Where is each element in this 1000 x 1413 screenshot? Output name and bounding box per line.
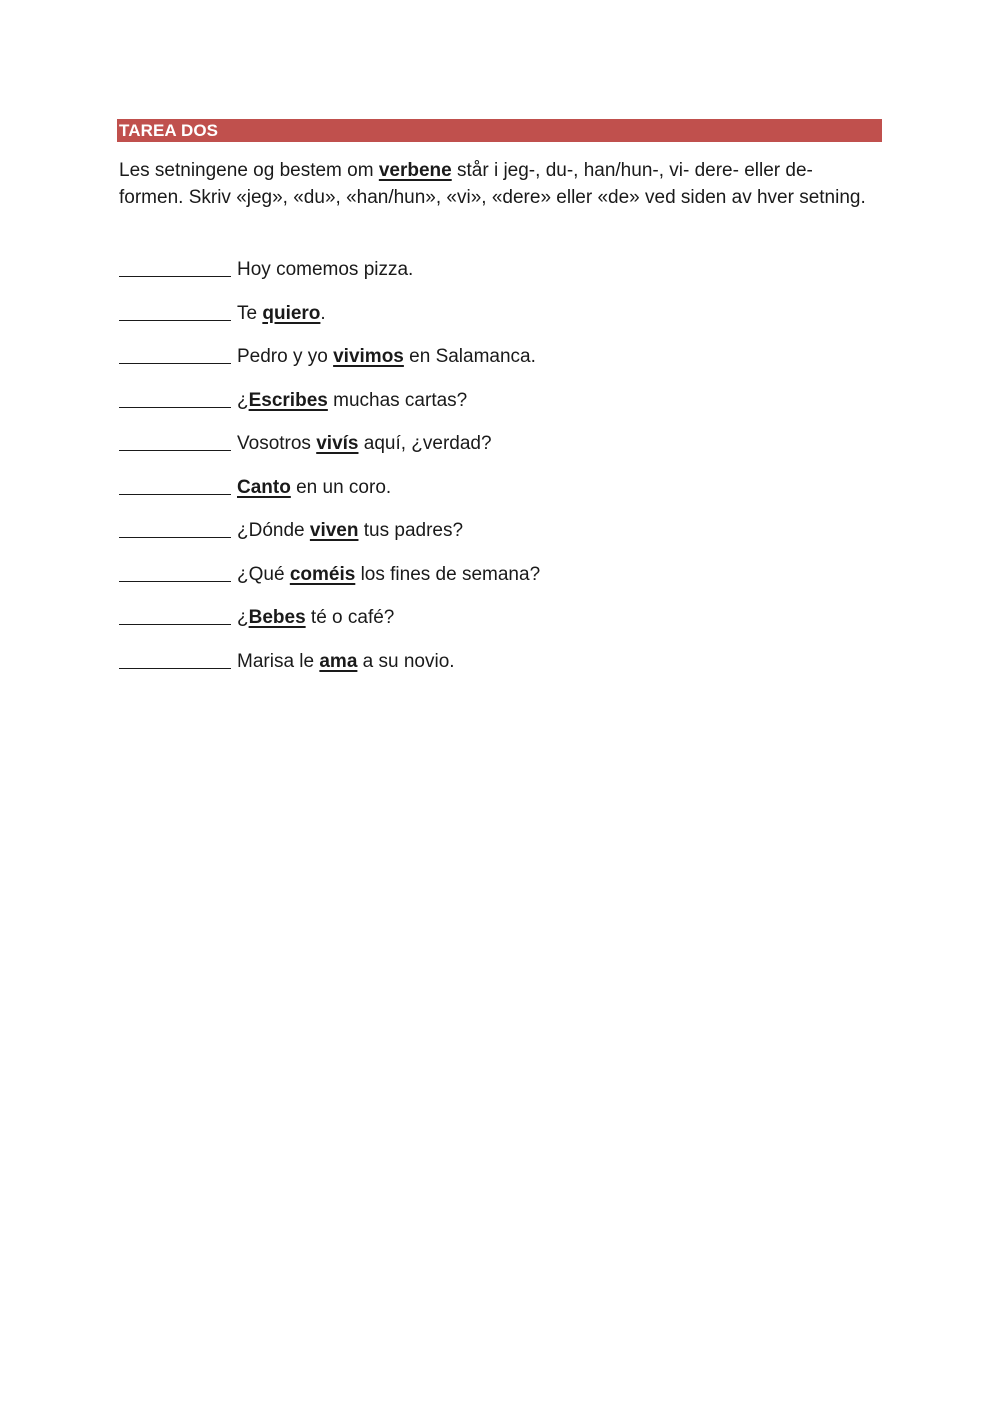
- sentence-text: ¿Dónde viven tus padres?: [237, 520, 464, 541]
- sentence-text: ¿Qué coméis los fines de semana?: [237, 563, 541, 585]
- instructions-after: står i jeg-, du-, han/hun-, vi- dere- eller de-formen. Skriv «jeg», «du», «han/hun», «vi», «dere» eller «de» ved siden av hver setning.: [119, 160, 866, 208]
- sentence-item: [119, 603, 540, 647]
- sentence-text: Te quiero.: [237, 302, 326, 324]
- sentence-list: [119, 255, 540, 690]
- sentence-text: ¿Bebes té o café?: [237, 607, 395, 628]
- sentence-text: Canto en un coro.: [237, 476, 392, 498]
- sentence-item: [119, 560, 540, 604]
- answer-blank[interactable]: [119, 388, 231, 408]
- answer-blank[interactable]: [119, 475, 231, 495]
- sentence-item: [119, 516, 540, 560]
- instructions-before: Les setningene og bestem om: [119, 160, 379, 181]
- answer-blank[interactable]: [119, 431, 231, 451]
- section-title: TAREA DOS: [117, 119, 882, 142]
- answer-blank[interactable]: [119, 649, 231, 669]
- sentence-text: Pedro y yo vivimos en Salamanca.: [237, 346, 536, 367]
- answer-blank[interactable]: [119, 518, 231, 538]
- sentence-item: [119, 473, 540, 517]
- sentence-item: [119, 429, 540, 473]
- answer-blank[interactable]: [119, 562, 231, 582]
- instructions-text: [119, 158, 869, 211]
- sentence-text: Vosotros vivís aquí, ¿verdad?: [237, 433, 492, 454]
- instructions-keyword: verbene: [378, 160, 452, 181]
- sentence-text: ¿Escribes muchas cartas?: [237, 389, 468, 411]
- answer-blank[interactable]: [119, 301, 231, 321]
- answer-blank[interactable]: [119, 257, 231, 277]
- sentence-item: [119, 386, 540, 430]
- sentence-text: Hoy comemos pizza.: [237, 259, 414, 280]
- sentence-item: [119, 647, 540, 691]
- answer-blank[interactable]: [119, 344, 231, 364]
- sentence-item: [119, 299, 540, 343]
- sentence-text: Marisa le ama a su novio.: [237, 650, 455, 672]
- answer-blank[interactable]: [119, 605, 231, 625]
- sentence-item: [119, 255, 540, 299]
- sentence-item: [119, 342, 540, 386]
